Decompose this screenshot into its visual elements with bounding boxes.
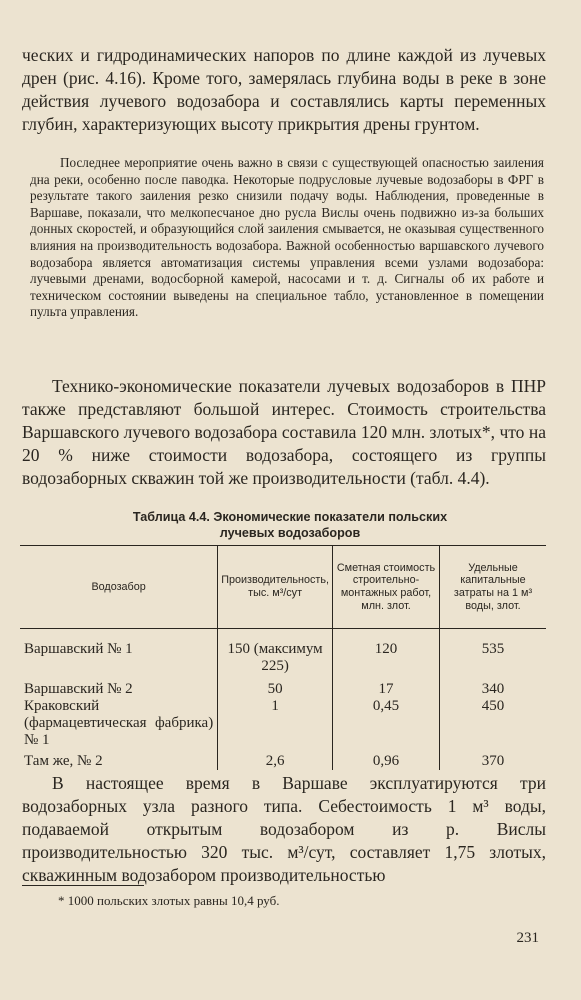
economic-indicators-table [20,545,546,770]
table-row [20,698,546,749]
cell-cost: 0,45 [333,698,440,749]
cell-intake-name: Варшавский № 2 [24,681,133,697]
paragraph-4: В настоящее время в Варшаве эксплуатируются три водозаборных узла разного типа. Себестоимость 1 м³ воды, подаваемой открытым водозабором из р. Вислы производительностью 320 тыс. м³/сут, составляет 1,75 злотых, скважинным водозабором производительностью [22,773,546,885]
cell-cost: 17 [333,681,440,698]
cell-intake-name: Варшавский № 1 [24,641,133,657]
header-capacity: Производительность, тыс. м³/сут [218,546,333,629]
cell-specific: 370 [440,749,547,770]
table-spacer-row [20,629,546,642]
table-row [20,681,546,698]
table-caption-line-2: лучевых водозаборов [219,526,361,540]
cell-specific: 535 [440,641,547,681]
cell-capacity: 150 (максимум 225) [218,641,333,681]
cell-capacity: 50 [218,681,333,698]
table-caption [60,509,520,541]
cell-capacity: 1 [218,698,333,749]
table-row [20,641,546,681]
cell-intake-name: Там же, № 2 [24,753,103,769]
table-header-row [20,546,546,629]
cell-cost: 120 [333,641,440,681]
cell-specific: 450 [440,698,547,749]
table-caption-line-1: Таблица 4.4. Экономические показатели польских [132,510,448,524]
cell-cost: 0,96 [333,749,440,770]
page-number: 231 [516,930,539,946]
paragraph-3: Технико-экономические показатели лучевых водозаборов в ПНР также представляют большой интерес. Стоимость строительства Варшавского лучевого водозабора составила 120 млн. злотых*, что на 20 % ниже стоимости водозабора, состоящего из группы водозаборных скважин той же производительности (табл. 4.4). [22,376,546,488]
cell-intake-name: Краковский (фармацевтическая фабрика) № 1 [24,698,214,748]
header-intake: Водозабор [20,546,218,629]
cell-specific: 340 [440,681,547,698]
table-row [20,749,546,770]
cell-capacity: 2,6 [218,749,333,770]
footnote-divider [22,885,144,886]
header-estimated-cost: Сметная стоимость строительно-монтажных работ, млн. злот. [333,546,440,629]
footnote: * 1000 польских злотых равны 10,4 руб. [58,893,280,908]
paragraph-2-small-print: Последнее мероприятие очень важно в связи с существующей опасностью заиления дна реки, особенно после паводка. Некоторые подрусловые лучевые водозаборы в ФРГ в результате такого заиления резко снизили подачу воды. Наблюдения, проведенные в Варшаве, показали, что мелкопесчаное дно русла Вислы очень подвижно из-за больших донных скоростей, и образующийся слой заиления смывается, не оказывая существенного влияния на производительность водозабора. Важной особенностью варшавского лучевого водозабора является автоматизация системы управления всеми узлами водозабора: лучевыми дренами, водосборной камерой, насосами и т. д. Сигналы об их работе и техническом состоянии выведены на специальное табло, установленное в помещении пульта управления. [30,155,544,320]
header-specific-costs: Удельные капитальные затраты на 1 м³ воды, злот. [440,546,547,629]
paragraph-1: ческих и гидродинамических напоров по длине каждой из лучевых дрен (рис. 4.16). Кроме того, замерялась глубина воды в реке в зоне действия лучевого водозабора и составлялись карты переменных глубин, характеризующих высоту прикрытия дрены грунтом. [22,45,546,134]
